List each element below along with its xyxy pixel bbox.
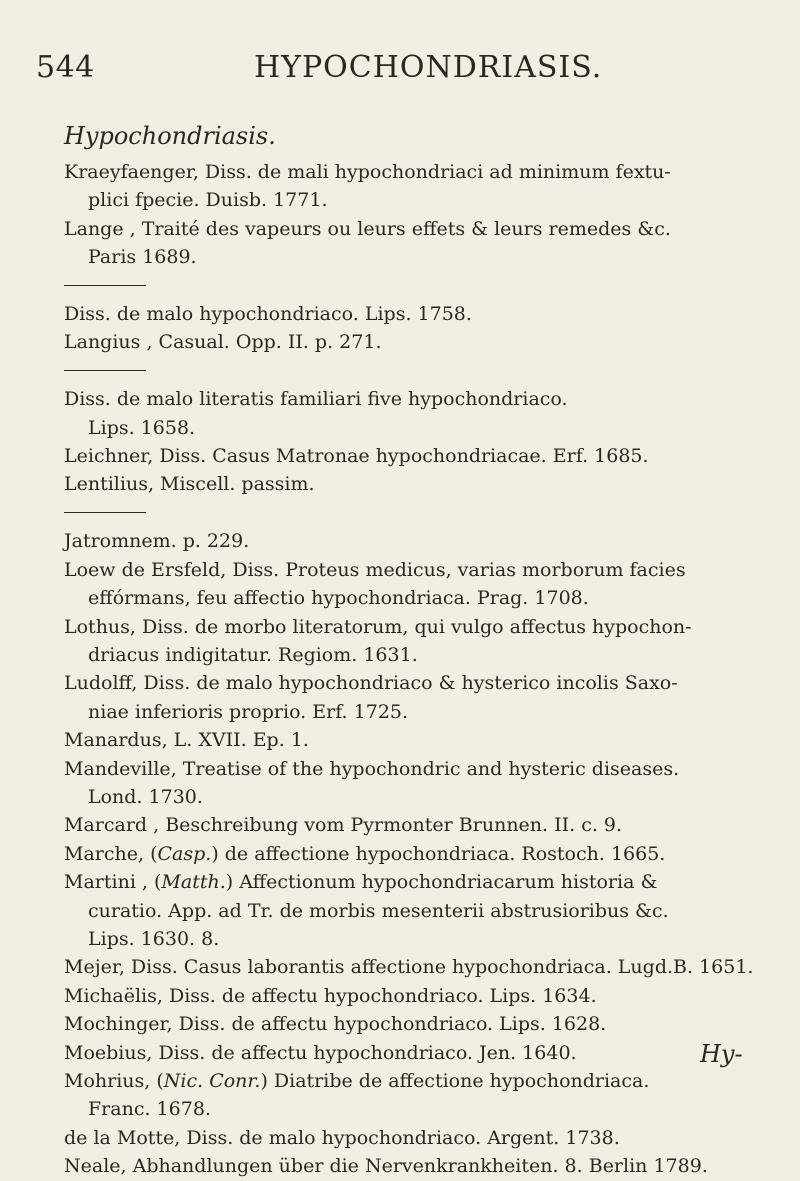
entry-line: Lips. 1658. bbox=[88, 416, 196, 439]
bibliography-entry bbox=[64, 811, 754, 839]
entry-line: Manardus, L. XVII. Ep. 1. bbox=[64, 729, 309, 752]
entry-line: Leichner, Diss. Casus Matronae hypochondriacae. Erf. 1685. bbox=[64, 445, 649, 468]
bibliography-entry bbox=[64, 1124, 754, 1152]
entry-line: Lips. 1630. 8. bbox=[88, 927, 220, 950]
ditto-dash bbox=[64, 512, 146, 513]
entry-line: Lond. 1730. bbox=[88, 785, 203, 808]
entry-line: Paris 1689. bbox=[88, 246, 197, 269]
bibliography-entry bbox=[64, 1152, 754, 1180]
bibliography-entry bbox=[64, 158, 754, 215]
entry-line: Lange , Traité des vapeurs ou leurs effets & leurs remedes &c. bbox=[64, 217, 671, 240]
bibliography-entry bbox=[64, 953, 754, 981]
ditto-dash bbox=[64, 370, 146, 371]
bibliography-entry bbox=[64, 470, 754, 498]
bibliography-entry bbox=[64, 669, 754, 726]
bibliography-entry bbox=[64, 868, 754, 953]
ditto-dash bbox=[64, 285, 146, 286]
section-heading: Hypochondriasis. bbox=[64, 122, 276, 150]
entry-line: Mejer, Diss. Casus laborantis affectione hypochondriaca. Lugd.B. 1651. bbox=[64, 956, 754, 979]
entry-line: Mochinger, Diss. de affectu hypochondriaco. Lips. 1628. bbox=[64, 1013, 607, 1036]
bibliography-entry bbox=[64, 840, 754, 868]
entry-line: de la Motte, Diss. de malo hypochondriaco. Argent. 1738. bbox=[64, 1126, 620, 1149]
entry-line: Mohrius, (Nic. Conr.) Diatribe de affectione hypochondriaca. bbox=[64, 1070, 650, 1092]
entry-line: Michaëlis, Diss. de affectu hypochondriaco. Lips. 1634. bbox=[64, 984, 597, 1007]
page-header bbox=[36, 50, 736, 90]
entry-line: Kraeyfaenger, Diss. de mali hypochondriaci ad minimum fextu- bbox=[64, 161, 671, 183]
bibliography-entry bbox=[64, 442, 754, 470]
bibliography-entry bbox=[64, 499, 754, 556]
entry-line: plici fpecie. Duisb. 1771. bbox=[88, 189, 328, 212]
entry-line: Martini , (Matth.) Affectionum hypochondriacarum historia & bbox=[64, 871, 658, 894]
bibliography-entry bbox=[64, 215, 754, 272]
entry-line: effórmans, feu affectio hypochondriaca. Prag. 1708. bbox=[88, 587, 589, 610]
bibliography-entry bbox=[64, 982, 754, 1010]
bibliography-entry bbox=[64, 328, 754, 356]
bibliography-entry bbox=[64, 726, 754, 754]
bibliography-entry bbox=[64, 556, 754, 613]
entry-line: Marche, (Casp.) de affectione hypochondriaca. Rostoch. 1665. bbox=[64, 842, 666, 865]
catchword: Hy- bbox=[700, 1040, 743, 1068]
entry-line: Langius , Casual. Opp. II. p. 271. bbox=[64, 331, 382, 354]
entry-line: Ludolff, Diss. de malo hypochondriaco & hysterico incolis Saxo- bbox=[64, 672, 678, 695]
bibliography-entry bbox=[64, 1010, 754, 1038]
bibliography-list bbox=[64, 158, 754, 1181]
bibliography-entry bbox=[64, 755, 754, 812]
entry-line: Franc. 1678. bbox=[88, 1098, 211, 1121]
running-title: HYPOCHONDRIASIS. bbox=[254, 50, 603, 85]
bibliography-entry bbox=[64, 1039, 754, 1067]
entry-line: Moebius, Diss. de affectu hypochondriaco. Jen. 1640. bbox=[64, 1041, 577, 1064]
entry-line: Lentilius, Miscell. passim. bbox=[64, 473, 315, 496]
entry-line: niae inferioris proprio. Erf. 1725. bbox=[88, 700, 409, 723]
entry-line: Marcard , Beschreibung vom Pyrmonter Brunnen. II. c. 9. bbox=[64, 814, 623, 837]
bibliography-entry bbox=[64, 1067, 754, 1124]
bibliography-entry bbox=[64, 357, 754, 442]
entry-line: Diss. de malo hypochondriaco. Lips. 1758. bbox=[64, 303, 472, 326]
page-number: 544 bbox=[36, 50, 95, 85]
entry-line: Lothus, Diss. de morbo literatorum, qui vulgo affectus hypochon- bbox=[64, 615, 692, 638]
entry-line: Jatromnem. p. 229. bbox=[64, 530, 250, 553]
entry-line: Mandeville, Treatise of the hypochondric and hysteric diseases. bbox=[64, 757, 680, 780]
entry-line: Neale, Abhandlungen über die Nervenkrankheiten. 8. Berlin 1789. bbox=[64, 1155, 708, 1178]
entry-line: Loew de Ersfeld, Diss. Proteus medicus, varias morborum facies bbox=[64, 558, 686, 581]
entry-line: curatio. App. ad Tr. de morbis mesenterii abstrusioribus &c. bbox=[88, 899, 669, 922]
entry-line: Diss. de malo literatis familiari five hypochondriaco. bbox=[64, 388, 568, 411]
entry-line: driacus indigitatur. Regiom. 1631. bbox=[88, 643, 418, 666]
bibliography-entry bbox=[64, 613, 754, 670]
bibliography-entry bbox=[64, 272, 754, 329]
